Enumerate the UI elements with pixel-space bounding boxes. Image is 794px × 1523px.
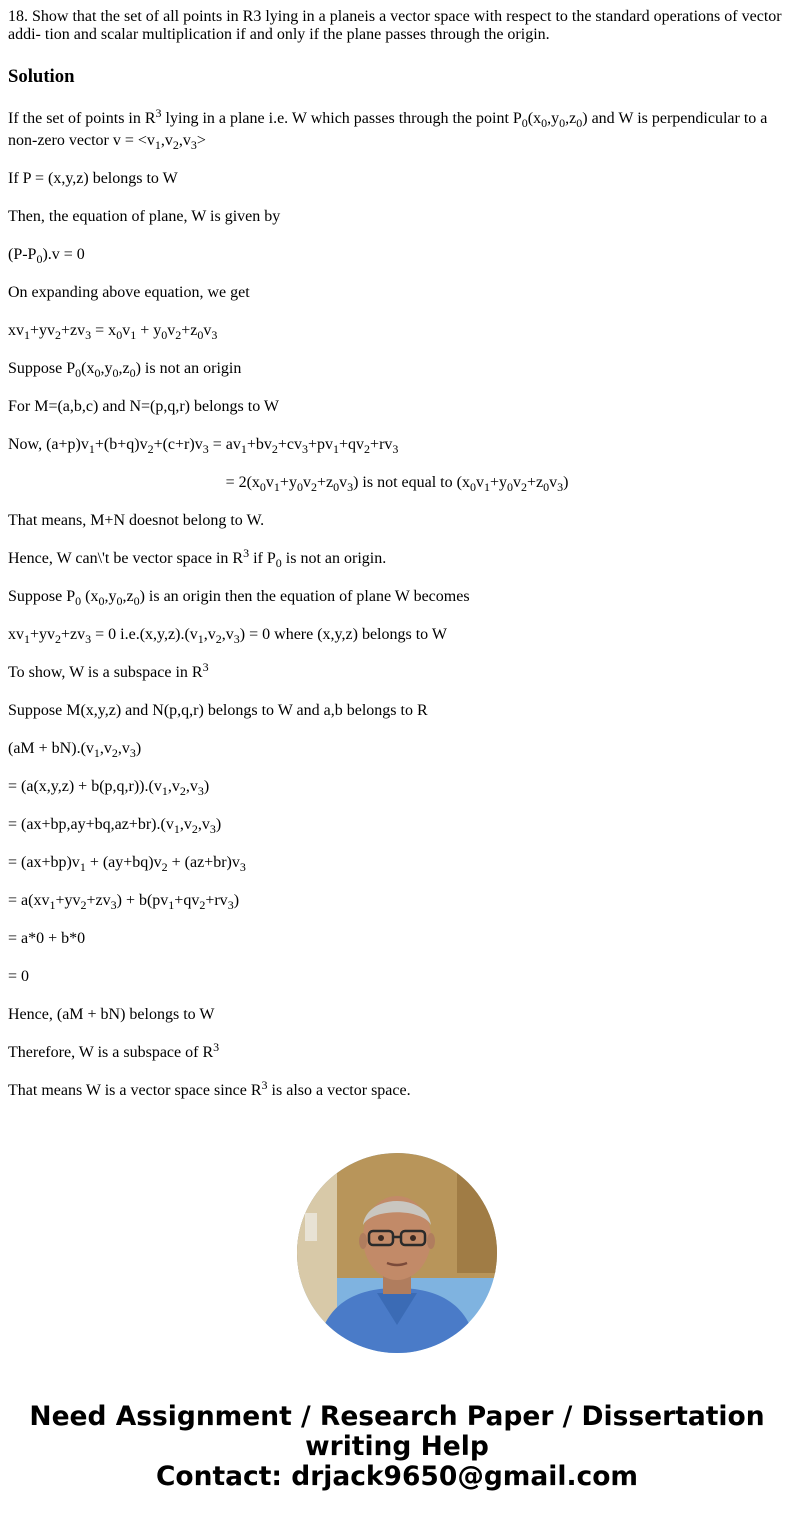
that-means-line: That means, M+N doesnot belong to W. — [8, 512, 265, 529]
step-3: = $(ax+bp,ay+bq,az+br).(v_1,v_2,v_3)$ — [8, 816, 222, 836]
therefore-line: Therefore, W is a subspace of $R^3$ — [8, 1040, 220, 1061]
step-6: = a*0 + b*0 — [8, 930, 86, 947]
not-equal-equation: = $2(x_0v_1+y_0v_2+z_0v_3)$ is not equal to $(x_0v_1+y_0v_2+z_0v_3)$ — [225, 474, 569, 494]
conclusion-line: That means W is a vector space since $R^3$ is also a vector space. — [8, 1078, 411, 1099]
suppose-not-origin: Suppose $P_0(x_0,y_0,z_0)$ is not an origin — [8, 360, 242, 380]
expanded-equation: $xv_1+yv_2+zv_3 = x_0v_1 + y_0v_2+z_0v_3$ — [8, 322, 218, 342]
plane-equation-intro: Then, the equation of plane, W is given by — [8, 208, 281, 225]
step-4: = $(ax+bp)v_1 + (ay+bq)v_2 + (az+br)v_3$ — [8, 854, 246, 874]
step-1: $(aM + bN).(v_1,v_2,v_3)$ — [8, 740, 142, 760]
origin-plane-equation: $xv_1+yv_2+zv_3 = 0$ $i.e.(x,y,z).(v_1,v_2,v_3) = 0$ where (x,y,z) belongs to W — [8, 626, 447, 646]
step-7: = 0 — [8, 968, 30, 985]
footer-line-2: writing Help — [305, 1431, 489, 1462]
step-5: = $a(xv_1+yv_2+zv_3) + b(pv_1+qv_2+rv_3)$ — [8, 892, 240, 912]
to-show-line: To show, W is a subspace in $R^3$ — [8, 660, 209, 681]
hence-belongs-line: Hence, (aM + bN) belongs to W — [8, 1006, 215, 1023]
footer-contact: Contact: drjack9650@gmail.com — [155, 1461, 639, 1492]
plane-equation: $(P-P_0).v = 0$ — [8, 246, 85, 266]
point-belongs-line: If P = (x,y,z) belongs to W — [8, 170, 178, 187]
footer-line-1: Need Assignment / Research Paper / Dissertation — [29, 1401, 765, 1432]
suppose-m-n-line: Suppose M(x,y,z) and N(p,q,r) belongs to W and a,b belongs to R — [8, 702, 428, 719]
solution-document — [8, 8, 786, 1118]
sum-equation: Now, $(a+p)v_1+(b+q)v_2+(c+r)v_3 = av_1+bv_2+cv_3+pv_1+qv_2+rv_3$ — [8, 436, 399, 456]
for-m-n-line: For M=(a,b,c) and N=(p,q,r) belongs to W — [8, 398, 280, 415]
step-2: = $(a(x,y,z) + b(p,q,r)).(v_1,v_2,v_3)$ — [8, 778, 210, 798]
hence-not-space: Hence, W can\'t be vector space in $R^3$ if $P_0$ is not an origin. — [8, 546, 387, 570]
author-avatar — [297, 1153, 497, 1353]
expanding-line: On expanding above equation, we get — [8, 284, 250, 301]
suppose-origin: Suppose $P_0$ $(x_0,y_0,z_0)$ is an origin then the equation of plane W becomes — [8, 588, 470, 608]
intro-paragraph: If the set of points in $R^3$ lying in a plane i.e. W which passes through the point $P_0(x_0,y_0,z_0)$ and W is perpendicular to a non-zero vector $v = <v_1,v_2,v_3>$ — [8, 106, 768, 152]
avatar-portrait-image — [297, 1153, 497, 1353]
solution-heading: Solution — [8, 66, 75, 87]
footer-banner — [0, 1402, 794, 1492]
question-text: 18. Show that the set of all points in R3 lying in a planeis a vector space with respect to the standard operations of vector addi- tion and scalar multiplication if and only if the plane passes through the origin. — [8, 8, 782, 43]
